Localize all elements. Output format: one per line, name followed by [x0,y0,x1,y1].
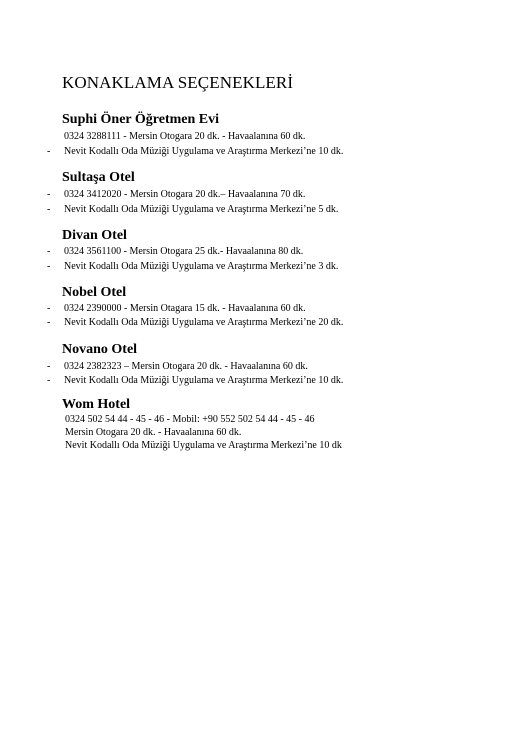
hotel-contact-text: 0324 502 54 44 - 45 - 46 - Mobil: +90 552 502 54 44 - 45 - 46 [65,414,315,425]
list-dash: - [47,246,51,257]
hotel-info-line [0,203,519,216]
hotel-info-line [0,439,519,452]
hotel-info-line [0,413,519,426]
hotel-info-line [0,360,519,373]
hotel-name: Novano Otel [62,342,138,357]
list-dash: - [47,261,51,272]
hotel-distance-text: Nevit Kodallı Oda Müziği Uygulama ve Araştırma Merkezi’ne 5 dk. [64,204,339,215]
list-dash: - [47,375,51,386]
hotel-name: Divan Otel [62,228,127,243]
hotel-contact-text: 0324 3561100 - Mersin Otogara 25 dk.- Havaalanına 80 dk. [64,246,304,257]
hotel-info-line [0,260,519,273]
hotel-info-line [0,316,519,329]
hotel-name: Sultaşa Otel [62,170,135,185]
hotel-distance-text: Mersin Otogara 20 dk. - Havaalanına 60 dk. [65,427,242,438]
hotel-info-line [0,245,519,258]
hotel-contact-text: 0324 2382323 – Mersin Otogara 20 dk. - Havaalanına 60 dk. [64,361,308,372]
hotel-contact-text: 0324 3288111 - Mersin Otogara 20 dk. - Havaalanına 60 dk. [64,131,306,142]
hotel-distance-text: Nevit Kodallı Oda Müziği Uygulama ve Araştırma Merkezi’ne 3 dk. [64,261,339,272]
list-dash: - [47,303,51,314]
list-dash: - [47,189,51,200]
hotel-distance-text: Nevit Kodallı Oda Müziği Uygulama ve Araştırma Merkezi’ne 10 dk. [64,375,344,386]
list-dash: - [47,317,51,328]
list-dash: - [47,204,51,215]
hotel-distance-text: Nevit Kodallı Oda Müziği Uygulama ve Araştırma Merkezi’ne 10 dk. [64,146,344,157]
page-title: KONAKLAMA SEÇENEKLERİ [62,73,294,92]
hotel-info-line [0,130,519,143]
hotel-distance-text: Nevit Kodallı Oda Müziği Uygulama ve Araştırma Merkezi’ne 20 dk. [64,317,344,328]
hotel-name: Nobel Otel [62,285,127,300]
list-dash: - [47,146,51,157]
hotel-distance-text: Nevit Kodallı Oda Müziği Uygulama ve Araştırma Merkezi’ne 10 dk [65,440,342,451]
hotel-info-line [0,426,519,439]
hotel-info-line [0,302,519,315]
hotel-info-line [0,188,519,201]
hotel-name: Wom Hotel [62,397,131,412]
hotel-info-line [0,374,519,387]
hotel-contact-text: 0324 3412020 - Mersin Otogara 20 dk.– Havaalanına 70 dk. [64,189,306,200]
hotel-contact-text: 0324 2390000 - Mersin Otagara 15 dk. - Havaalanına 60 dk. [64,303,306,314]
list-dash: - [47,361,51,372]
hotel-name: Suphi Öner Öğretmen Evi [62,112,220,127]
hotel-info-line [0,145,519,158]
